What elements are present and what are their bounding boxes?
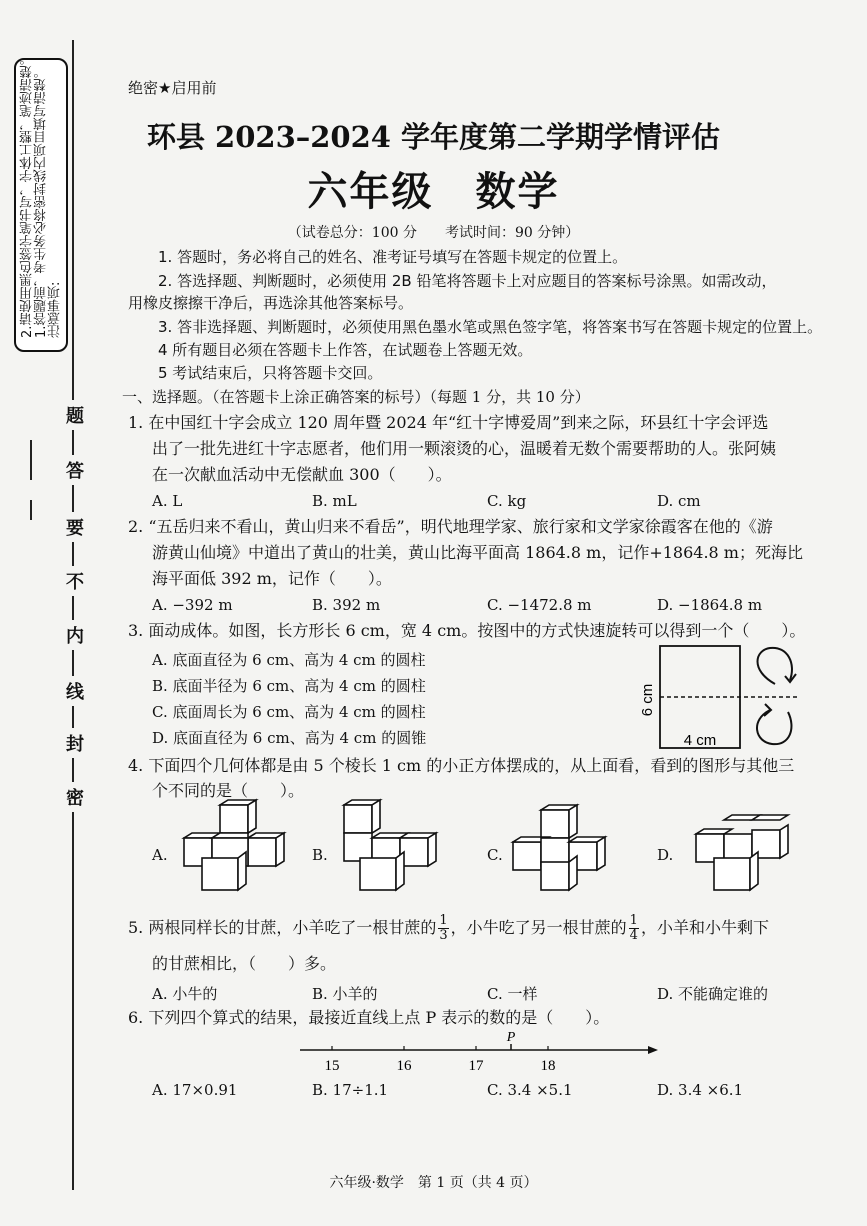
tick-label: 17 [468,1058,484,1074]
seal-tick [30,500,32,520]
tick-label: 18 [540,1058,556,1074]
seal-tick [30,440,32,480]
fig-width-label: 4 cm [683,732,717,749]
q5-text-pre: 5. 两根同样长的甘蔗，小羊吃了一根甘蔗的 [128,918,437,937]
q4-option-c: C. [487,846,503,864]
q1-option-a: A. L [152,492,183,510]
q4-option-a: A. [152,846,168,864]
tick-label: 15 [324,1058,340,1074]
cube-figure-d [680,800,810,895]
q5-option-d: D. 不能确定谁的 [657,985,769,1003]
q5-line [128,908,769,948]
fraction-one-third [438,914,448,943]
q6-option-d: D. 3.4 ×6.1 [657,1081,744,1099]
q4-line: 个不同的是（ ）。 [152,781,305,800]
q6-option-c: C. 3.4 ×5.1 [487,1081,573,1099]
seal-word: 内 [66,620,84,650]
q5-option-b: B. 小羊的 [312,985,378,1003]
q2-option-d: D. −1864.8 m [657,596,763,614]
cube-figure-a [170,800,300,895]
fraction-one-quarter [629,914,639,943]
q5-option-c: C. 一样 [487,985,538,1003]
q1-line: 出了一批先进红十字志愿者，他们用一颗滚烫的心，温暖着无数个需要帮助的人。张阿姨 [152,439,777,458]
instruction-line: 1. 答题时，务必将自己的姓名、准考证号填写在答题卡规定的位置上。 [158,248,628,266]
q5-line-2: 的甘蔗相比，（ ）多。 [152,954,337,973]
q5-option-a: A. 小牛的 [152,985,218,1003]
cube-figure-c [505,800,635,895]
notice-line-2: 2.请使用黑色签字笔书写，字体工整，笔迹清楚。 [20,52,35,338]
q5-text-mid: ，小牛吃了另一根甘蔗的 [450,918,627,937]
q1-option-c: C. kg [487,492,527,510]
q3-option-b: B. 底面半径为 6 cm、高为 4 cm 的圆柱 [152,677,426,695]
q2-line: 海平面低 392 m，记作（ ）。 [152,569,392,588]
tick-label: 16 [396,1058,412,1074]
number-line [300,1030,660,1075]
point-p-label: P [506,1030,516,1045]
rotation-figure [630,640,810,755]
q4-line: 4. 下面四个几何体都是由 5 个棱长 1 cm 的小正方体摆成的，从上面看，看到的图形与其他三 [128,756,795,775]
fig-height-label: 6 cm [639,683,656,717]
seal-word: 线 [66,676,84,706]
q3-option-c: C. 底面周长为 6 cm、高为 4 cm 的圆柱 [152,703,426,721]
q6-stem: 6. 下列四个算式的结果，最接近直线上点 P 表示的数的是（ ）。 [128,1008,610,1027]
q2-option-c: C. −1472.8 m [487,596,592,614]
section-heading: 一、选择题。（在答题卡上涂正确答案的标号）（每题 1 分，共 10 分） [122,388,590,406]
q6-option-a: A. 17×0.91 [152,1081,238,1099]
q4-option-d: D. [657,846,674,864]
q3-option-d: D. 底面直径为 6 cm、高为 4 cm 的圆锥 [152,729,427,747]
seal-word: 密 [66,782,84,812]
instruction-line: 3. 答非选择题、判断题时，必须使用黑色墨水笔或黑色签字笔，将答案书写在答题卡规定的位置上。 [158,318,823,336]
page-footer: 六年级·数学 第 1 页（共 4 页） [329,1175,538,1191]
q2-line: 游黄山仙境》中道出了黄山的壮美，黄山比海平面高 1864.8 m，记作+1864.8 m；死海比 [152,543,803,562]
q1-line: 1. 在中国红十字会成立 120 周年暨 2024 年“红十字博爱周”到来之际，环县红十字会评选 [128,413,769,432]
q5-text-post: ，小羊和小牛剩下 [640,918,769,937]
seal-word: 要 [66,512,84,542]
instruction-line: 2. 答选择题、判断题时，必须使用 2B 铅笔将答题卡上对应题目的答案标号涂黑。如需改动， [158,272,777,290]
exam-subtitle: 六年级 数学 [307,168,560,215]
q2-option-a: A. −392 m [152,596,233,614]
instruction-line: 用橡皮擦擦干净后，再选涂其他答案标号。 [128,294,414,312]
q1-option-d: D. cm [657,492,701,510]
exam-meta: （试卷总分：100 分 考试时间：90 分钟） [287,225,580,241]
instruction-line: 4 所有题目必须在答题卡上作答，在试题卷上答题无效。 [158,341,533,359]
seal-word: 封 [66,728,84,758]
q6-option-b: B. 17÷1.1 [312,1081,389,1099]
fraction-numerator: 1 [629,913,638,928]
q1-option-b: B. mL [312,492,357,510]
notice-title: 注意事项: [48,281,63,338]
q4-option-b: B. [312,846,328,864]
fraction-numerator: 1 [439,913,448,928]
fraction-denominator: 4 [629,928,638,943]
cube-figure-b [330,800,460,895]
q2-option-b: B. 392 m [312,596,381,614]
notice-line-1: 1.答题前，考生务必将密封线内项目填写清楚。 [34,65,49,338]
exam-title: 环县 2023–2024 学年度第二学期学情评估 [146,120,721,154]
seal-word: 答 [66,455,84,485]
secret-label: 绝密★启用前 [128,79,217,97]
q1-line: 在一次献血活动中无偿献血 300（ ）。 [152,465,452,484]
instruction-line: 5 考试结束后，只将答题卡交回。 [158,364,383,382]
q3-option-a: A. 底面直径为 6 cm、高为 4 cm 的圆柱 [152,651,426,669]
seal-word: 题 [66,400,84,430]
seal-word: 不 [66,566,84,596]
fraction-denominator: 3 [439,928,448,943]
q3-stem: 3. 面动成体。如图，长方形长 6 cm，宽 4 cm。按图中的方式快速旋转可以得到一个（ ）。 [128,621,806,640]
q2-line: 2. “五岳归来不看山，黄山归来不看岳”，明代地理学家、旅行家和文学家徐霞客在他的《游 [128,517,773,536]
